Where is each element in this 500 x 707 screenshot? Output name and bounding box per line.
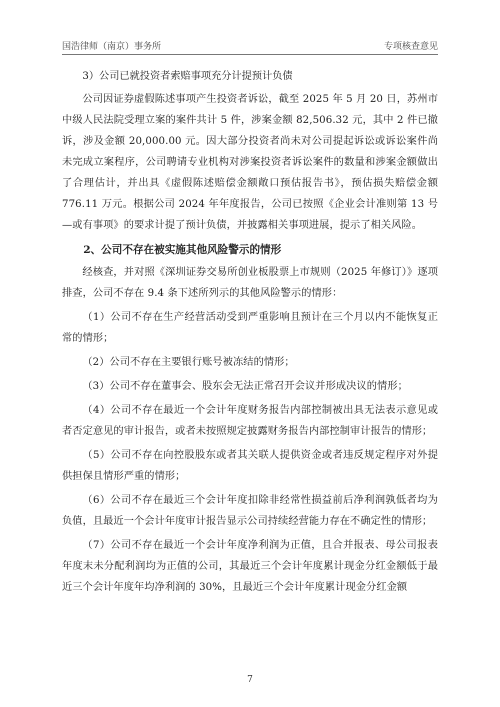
page-number: 7 — [247, 675, 253, 685]
list-item-6: （6）公司不存在最近三个会计年度扣除非经常性损益前后净利润孰低者均为负值，且最近一个会计年度审计报告显示公司持续经营能力存在不确定性的情形； — [62, 495, 438, 527]
header-doc-type: 专项核查意见 — [383, 42, 438, 52]
header-firm-name: 国浩律师（南京）事务所 — [62, 42, 162, 52]
list-item-7: （7）公司不存在最近一个会计年度净利润为正值，且合并报表、母公司报表年度末未分配利润均为正值的公司，其最近三个会计年度累计现金分红金额低于最近三个会计年度年均净利润的 30%，且最近三个会计年度累计现金分红金额 — [62, 540, 438, 593]
list-item-5: （5）公司不存在向控股股东或者其关联人提供资金或者违反规定程序对外提供担保且情形严重的情形； — [62, 450, 438, 482]
page-content — [62, 66, 438, 601]
list-item-1: （1）公司不存在生产经营活动受到严重影响且预计在三个月以内不能恢复正常的情形； — [62, 312, 438, 344]
list-item-4: （4）公司不存在最近一个会计年度财务报告内部控制被出具无法表示意见或者否定意见的审计报告，或者未按照规定披露财务报告内部控制审计报告的情形； — [62, 405, 438, 437]
section-heading: 2、公司不存在被实施其他风险警示的情形 — [83, 244, 282, 256]
paragraph-verification: 经核查，并对照《深圳证券交易所创业板股票上市规则（2025 年修订）》逐项排查，公司不存在 9.4 条下述所列示的其他风险警示的情形： — [62, 267, 438, 299]
list-item-2: （2）公司不存在主要银行账号被冻结的情形； — [82, 357, 295, 368]
page-header — [62, 36, 438, 55]
list-item-3: （3）公司不存在董事会、股东会无法正常召开会议并形成决议的情形； — [82, 381, 408, 392]
subsection-heading: 3）公司已就投资者索赔事项充分计提预计负债 — [82, 71, 293, 82]
paragraph-lawsuit: 公司因证券虚假陈述事项产生投资者诉讼，截至 2025 年 5 月 20 日，苏州市中级人民法院受理立案的案件共计 5 件，涉案金额 82,506.32 元，其中 2 件已撤诉，涉及金额 20,000.00 元。因大部分投资者尚未对公司提起诉讼或诉讼案件尚未完成立案程序，公司聘请专业机构对涉案投资者诉讼案件的数量和涉案金额做出了合理估计，并出具《虚假陈述赔偿金额敞口预估报告书》，预估损失赔偿金额 776.11 万元。根据公司 2024 年年度报告，公司已按照《企业会计准则第 13 号—或有事项》的要求计提了预计负债，并披露相关事项进展，提示了相关风险。 — [62, 94, 438, 231]
